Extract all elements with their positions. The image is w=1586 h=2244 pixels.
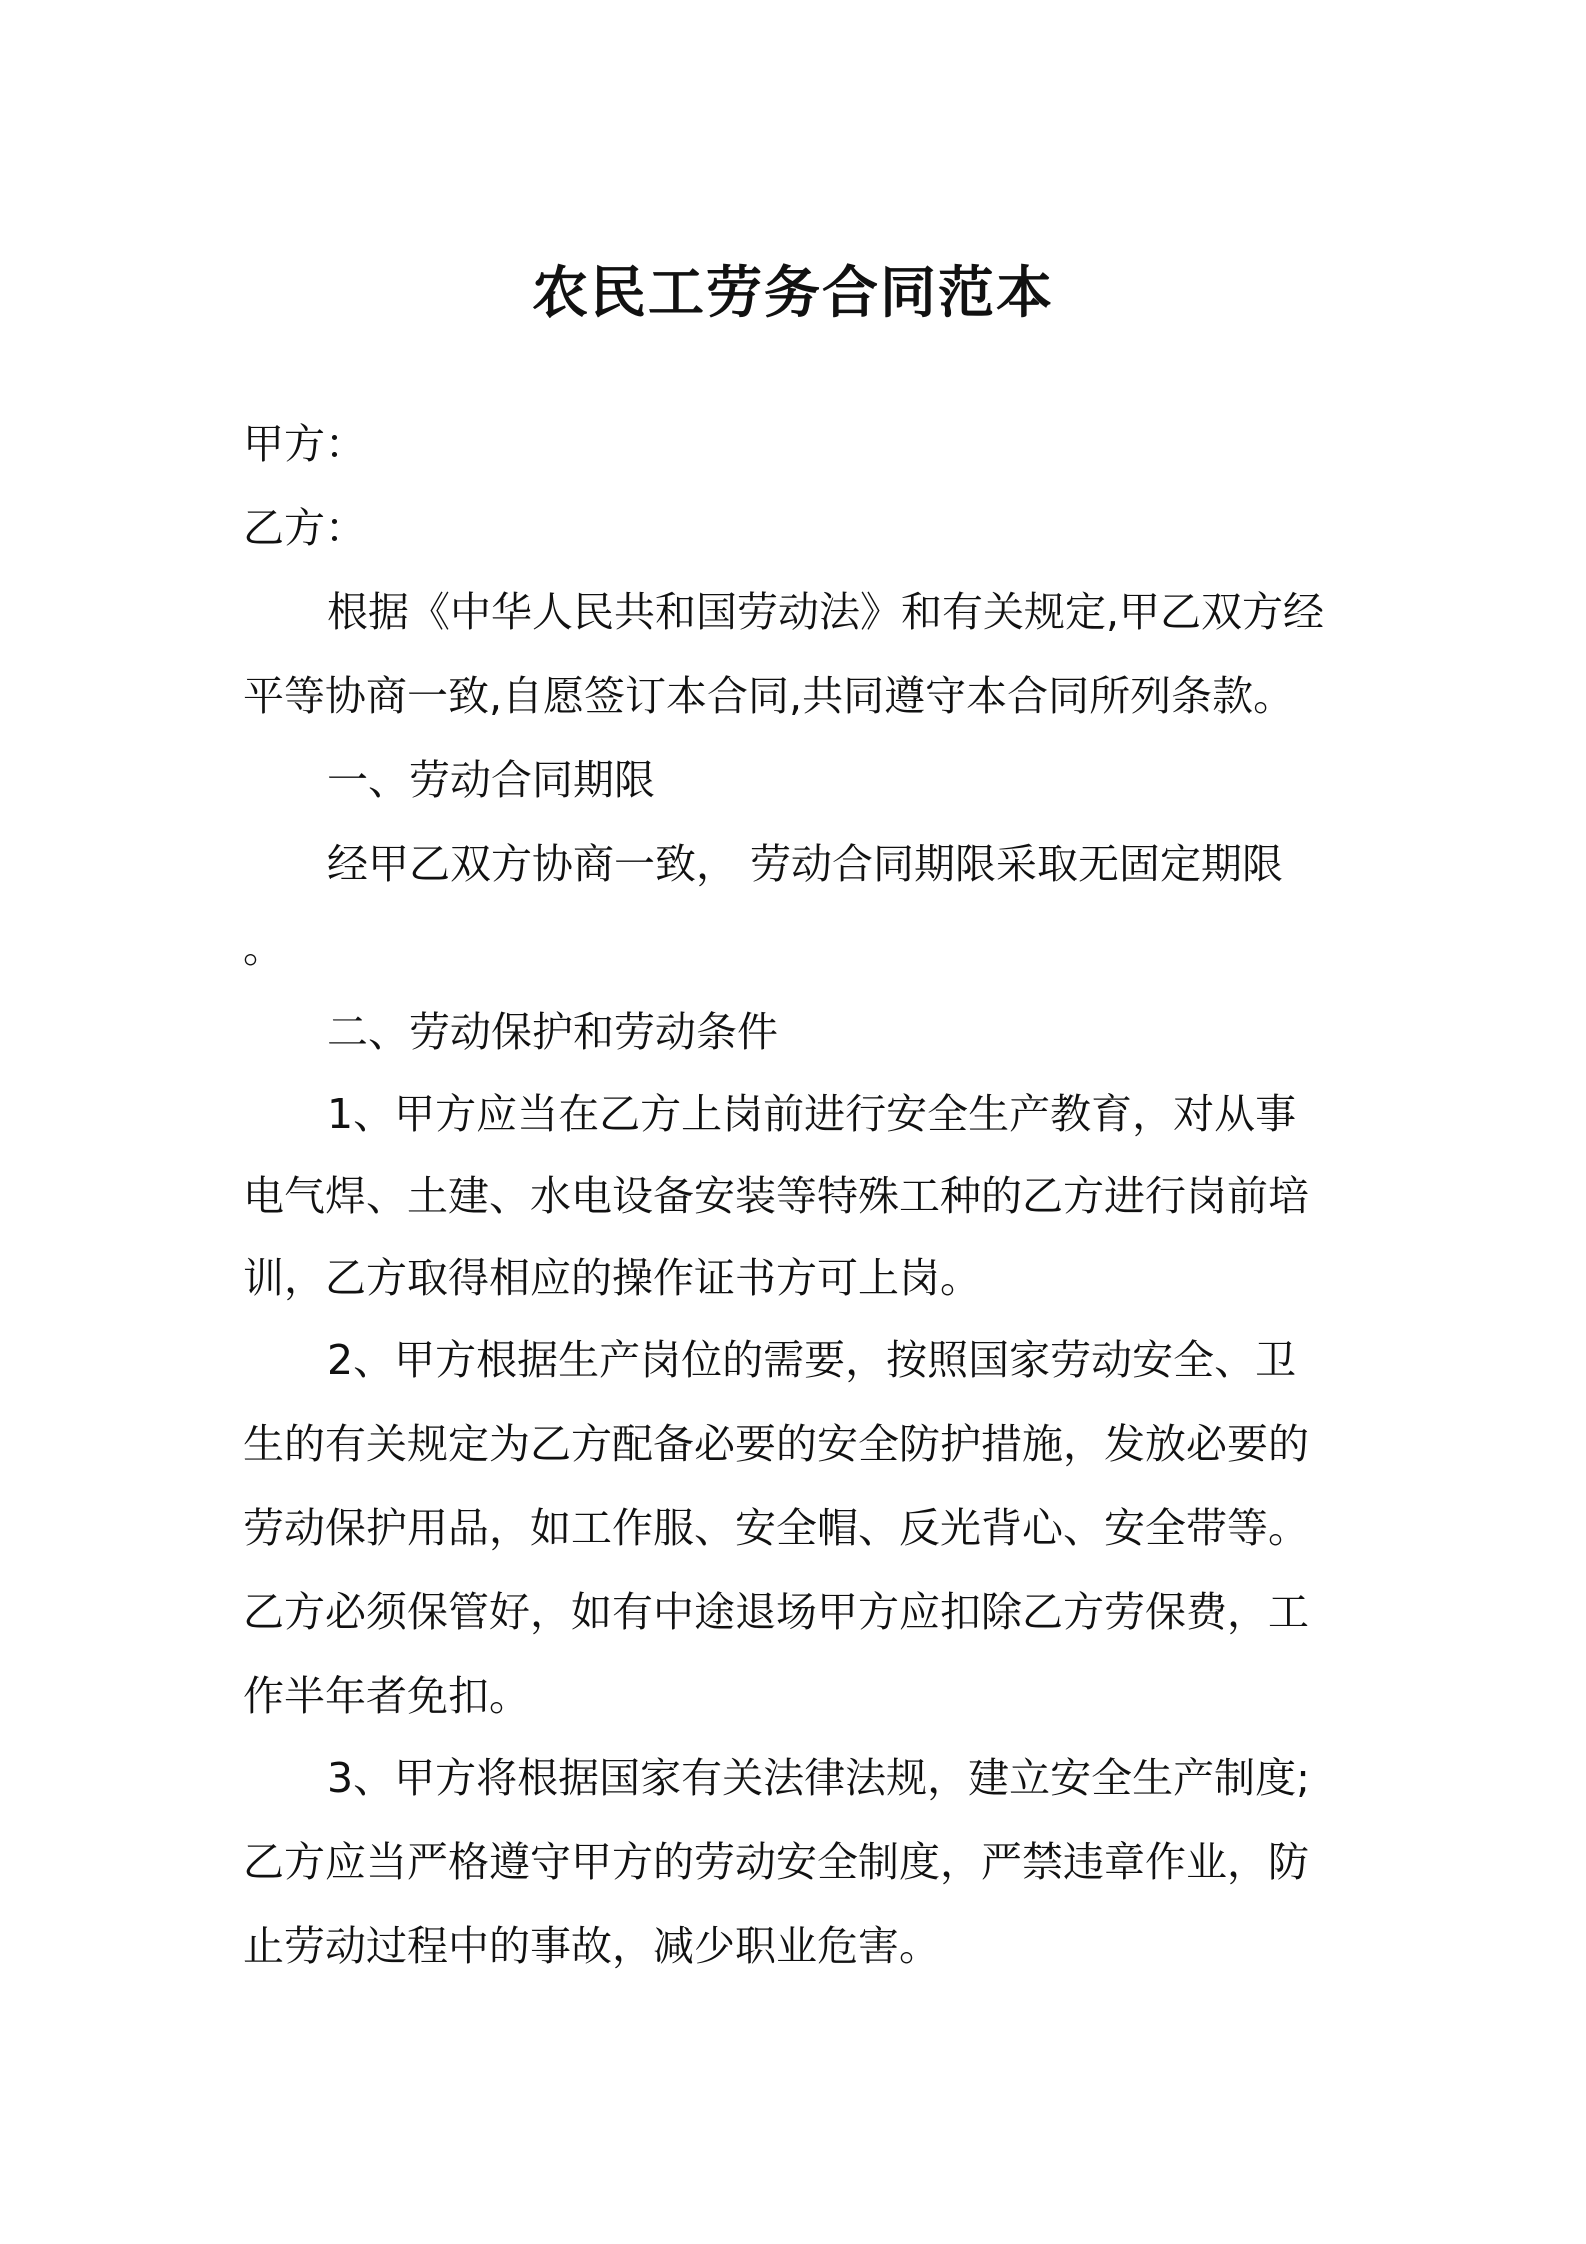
item1-line-1: 1、甲方应当在乙方上岗前进行安全生产教育，对从事 <box>327 1090 1297 1138</box>
preamble-line-1: 根据《中华人民共和国劳动法》和有关规定,甲乙双方经 <box>327 588 1325 636</box>
section2-heading: 二、劳动保护和劳动条件 <box>327 1008 778 1056</box>
party-b-label: 乙方： <box>243 504 366 552</box>
item1-line-3: 训，乙方取得相应的操作证书方可上岗。 <box>243 1254 981 1302</box>
item2-line-2: 生的有关规定为乙方配备必要的安全防护措施，发放必要的 <box>243 1420 1309 1468</box>
item3-line-3: 止劳动过程中的事故，减少职业危害。 <box>243 1922 940 1970</box>
item3-line-2: 乙方应当严格遵守甲方的劳动安全制度，严禁违章作业，防 <box>243 1838 1309 1886</box>
item2-line-1: 2、甲方根据生产岗位的需要，按照国家劳动安全、卫 <box>327 1336 1297 1384</box>
item3-line-1: 3、甲方将根据国家有关法律法规，建立安全生产制度; <box>327 1754 1310 1802</box>
document-title: 农民工劳务合同范本 <box>532 261 1054 326</box>
party-a-label: 甲方： <box>243 420 366 468</box>
section1-heading: 一、劳动合同期限 <box>327 756 655 804</box>
item2-line-3: 劳动保护用品，如工作服、安全帽、反光背心、安全带等。 <box>243 1504 1309 1552</box>
section1-line-1: 经甲乙双方协商一致， 劳动合同期限采取无固定期限 <box>327 840 1284 888</box>
item1-line-2: 电气焊、土建、水电设备安装等特殊工种的乙方进行岗前培 <box>243 1172 1309 1220</box>
preamble-line-2: 平等协商一致,自愿签订本合同,共同遵守本合同所列条款。 <box>243 672 1295 720</box>
section1-line-2: 。 <box>243 924 284 972</box>
item2-line-5: 作半年者免扣。 <box>243 1672 530 1720</box>
item2-line-4: 乙方必须保管好，如有中途退场甲方应扣除乙方劳保费，工 <box>243 1588 1309 1636</box>
